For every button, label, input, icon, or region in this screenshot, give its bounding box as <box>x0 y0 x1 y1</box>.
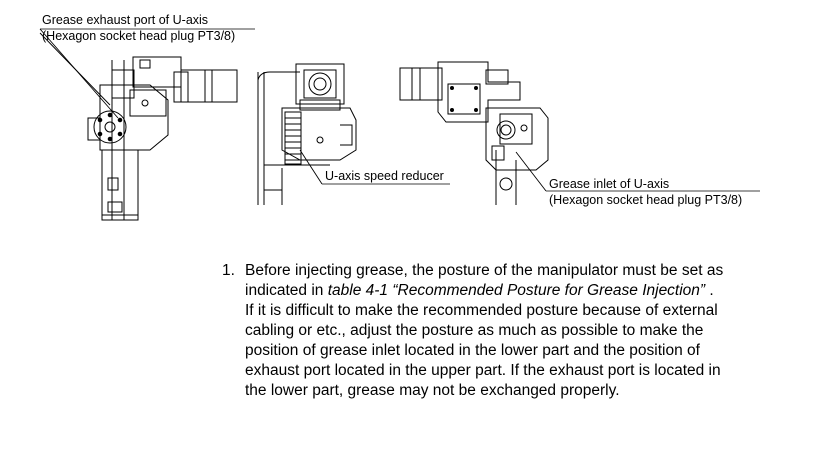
step-line: Before injecting grease, the posture of the manipulator must be set as <box>245 262 724 279</box>
inlet-sublabel: (Hexagon socket head plug PT3/8) <box>549 193 743 207</box>
inlet-leader-line <box>516 152 546 191</box>
step-line: cabling or etc., adjust the posture as much as possible to make the <box>245 322 704 339</box>
step-line: the lower part, grease may not be exchanged properly. <box>245 382 620 399</box>
step-line-with-reference: indicated in table 4-1 “Recommended Posture for Grease Injection” . <box>245 282 714 299</box>
step-line: If it is difficult to make the recommended posture because of external <box>245 302 718 319</box>
left-view <box>88 57 237 220</box>
exhaust-port-label: Grease exhaust port of U-axis <box>42 13 209 27</box>
reducer-leader-line <box>300 150 322 184</box>
step-line: exhaust port located in the upper part. If the exhaust port is located in <box>245 362 721 379</box>
exhaust-port-sublabel: (Hexagon socket head plug PT3/8) <box>42 29 236 43</box>
step-number: 1. <box>222 262 235 279</box>
step-line: position of grease inlet located in the lower part and the position of <box>245 342 700 359</box>
inlet-label: Grease inlet of U-axis <box>549 177 670 191</box>
instruction-step <box>222 261 782 401</box>
step-text <box>245 261 782 401</box>
table-reference: table 4-1 “Recommended Posture for Grease Injection” <box>327 282 706 299</box>
reducer-label: U-axis speed reducer <box>325 169 444 183</box>
